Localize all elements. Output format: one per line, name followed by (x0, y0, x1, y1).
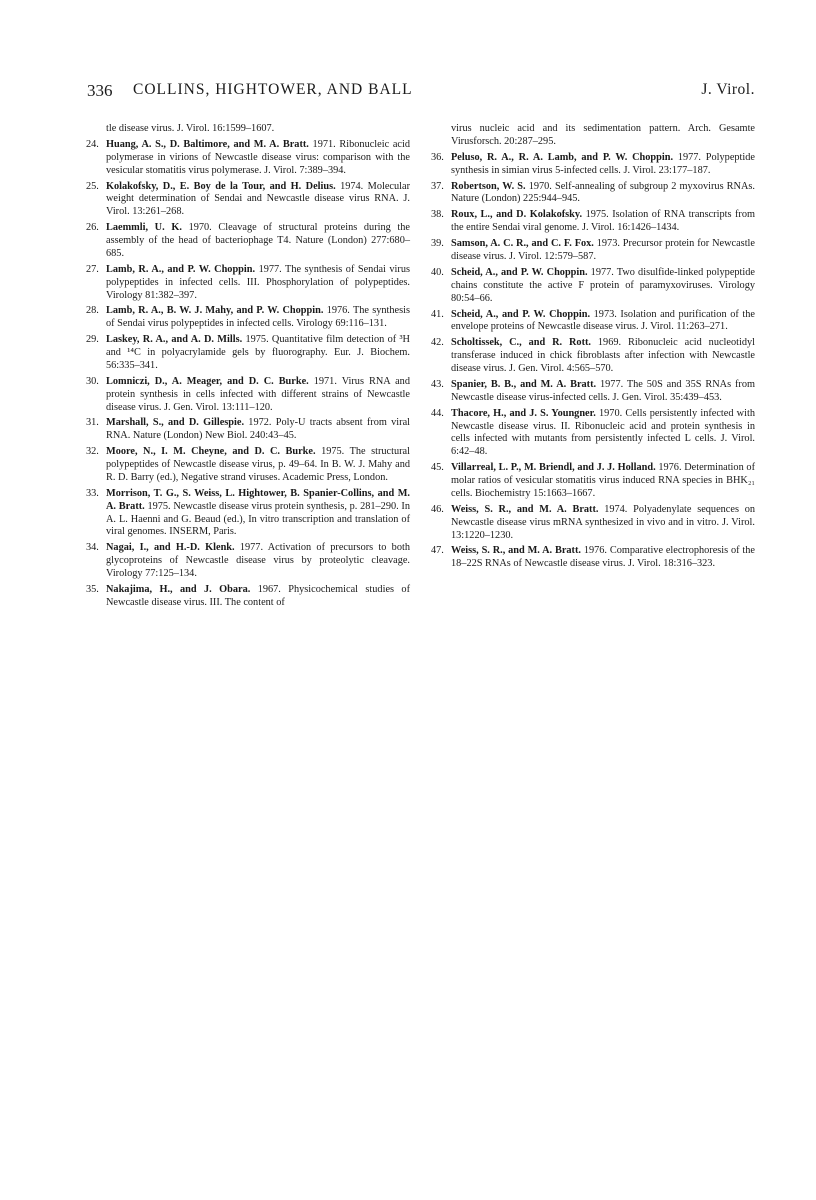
reference-item (433, 408, 755, 459)
reference-citation: 1977. Polypeptide synthesis in simian virus 5-infected cells. J. Virol. 23:177–187. (451, 151, 755, 176)
reference-authors: Weiss, S. R., and M. A. Bratt. (451, 503, 599, 515)
reference-number: 29. (86, 334, 99, 346)
reference-authors: Laemmli, U. K. (106, 222, 182, 234)
reference-citation: 1976. The synthesis of Sendai virus polypeptides in infected cells. Virology 69:116–131. (106, 305, 410, 330)
page-header (87, 81, 755, 105)
reference-number: 30. (86, 375, 99, 387)
reference-item (88, 264, 410, 303)
reference-authors: Thacore, H., and J. S. Youngner. (451, 407, 596, 419)
reference-authors: Marshall, S., and D. Gillespie. (106, 417, 245, 429)
reference-citation: 1975. Newcastle disease virus protein synthesis, p. 281–290. In A. L. Haenni and G. Beaud (ed.), In vitro transcription and translation of viral genomes. INSERM, Paris. (106, 500, 410, 538)
reference-citation: 1973. Precursor protein for Newcastle disease virus. J. Virol. 12:579–587. (451, 238, 755, 262)
reference-authors: Peluso, R. A., R. A. Lamb, and P. W. Choppin. (451, 151, 674, 163)
reference-number: 44. (431, 407, 444, 419)
reference-number: 46. (431, 503, 444, 515)
reference-citation: 1970. Cleavage of structural proteins during the assembly of the head of bacteriophage T4. Nature (London) 277:680–685. (106, 222, 411, 259)
reference-authors: Huang, A. S., D. Baltimore, and M. A. Bratt. (106, 138, 309, 150)
reference-authors: Kolakofsky, D., E. Boy de la Tour, and H. Delius. (106, 180, 336, 192)
reference-item (88, 376, 410, 415)
reference-authors: Scholtissek, C., and R. Rott. (451, 337, 592, 349)
reference-number: 47. (431, 545, 444, 557)
reference-citation: 1970. Self-annealing of subgroup 2 myxovirus RNAs. Nature (London) 225:944–945. (451, 180, 756, 205)
reference-authors: Laskey, R. A., and A. D. Mills. (106, 334, 243, 346)
reference-citation: 1972. Poly-U tracts absent from viral RNA. Nature (London) New Biol. 240:43–45. (106, 417, 410, 442)
reference-authors: Nakajima, H., and J. Obara. (106, 583, 251, 595)
reference-item (88, 584, 410, 610)
reference-authors: Spanier, B. B., and M. A. Bratt. (451, 378, 597, 390)
reference-authors: Scheid, A., and P. W. Choppin. (451, 266, 588, 278)
reference-number: 39. (431, 238, 444, 250)
reference-authors: Lomniczi, D., A. Meager, and D. C. Burke. (106, 375, 309, 387)
reference-item (433, 238, 755, 264)
reference-number: 28. (86, 305, 99, 317)
reference-authors: Samson, A. C. R., and C. F. Fox. (451, 238, 594, 250)
reference-number: 31. (86, 417, 99, 429)
reference-citation: 1977. Activation of precursors to both glycoproteins of Newcastle disease virus by proteolytic cleavage. Virology 77:125–134. (106, 542, 410, 580)
reference-number: 26. (86, 222, 99, 234)
reference-number: 40. (431, 266, 444, 278)
reference-authors: Weiss, S. R., and M. A. Bratt. (451, 545, 581, 557)
reference-item (88, 417, 410, 443)
reference-citation: 1969. Ribonucleic acid nucleotidyl transferase induced in chick fibroblasts after infection with Newcastle disease virus. J. Gen. Virol. 4:565–570. (451, 337, 756, 374)
reference-citation: 1974. Polyadenylate sequences on Newcastle disease virus mRNA synthesized in vivo and in vitro. J. Virol. 13:1220–1230. (451, 503, 755, 541)
reference-item (88, 488, 410, 539)
reference-number: 27. (86, 263, 99, 275)
reference-number: 45. (431, 462, 444, 474)
reference-citation: 1974. Molecular weight determination of Sendai and Newcastle disease virus RNA. J. Virol. 13:261–268. (106, 180, 410, 218)
reference-citation: 1975. Quantitative film detection of ³H and ¹⁴C in polyacrylamide gels by fluorography. Eur. J. Biochem. 56:335–341. (106, 334, 410, 371)
reference-number: 42. (431, 337, 444, 349)
reference-number: 35. (86, 583, 99, 595)
reference-item (433, 181, 755, 207)
reference-number: 43. (431, 378, 444, 390)
reference-citation: 1977. The synthesis of Sendai virus polypeptides in infected cells. III. Phosphorylation of polypeptides. Virology 81:382–397. (106, 263, 410, 301)
reference-citation: 1976. Determination of molar ratios of vesicular stomatitis virus induced RNA species in BHK₂₁ cells. Biochemistry 15:1663–1667. (451, 462, 755, 499)
reference-authors: Scheid, A., and P. W. Choppin. (451, 308, 591, 320)
reference-number: 41. (431, 308, 444, 320)
reference-authors: Roux, L., and D. Kolakofsky. (451, 209, 583, 221)
reference-authors: Nagai, I., and H.-D. Klenk. (106, 542, 235, 554)
reference-item (88, 334, 410, 373)
reference-citation: 1975. The structural polypeptides of Newcastle disease virus, p. 49–64. In B. W. J. Mahy and R. D. Barry (ed.), Negative strand viruses. Academic Press, London. (106, 446, 410, 483)
reference-item (433, 337, 755, 376)
reference-item (433, 309, 755, 335)
reference-citation: 1975. Isolation of RNA transcripts from the entire Sendai viral genome. J. Virol. 16:1426–1434. (451, 209, 755, 234)
reference-citation: 1967. Physicochemical studies of Newcastle disease virus. III. The content of (106, 583, 410, 608)
reference-authors: Lamb, R. A., B. W. J. Mahy, and P. W. Choppin. (106, 305, 324, 317)
reference-continuation: virus nucleic acid and its sedimentation pattern. Arch. Gesamte Virusforsch. 20:287–295. (451, 123, 755, 147)
reference-item (88, 446, 410, 485)
reference-number: 32. (86, 446, 99, 458)
reference-number: 25. (86, 180, 99, 192)
reference-item (433, 504, 755, 543)
reference-citation: 1971. Virus RNA and protein synthesis in cells infected with different strains of Newcastle disease virus. J. Gen. Virol. 13:111–120. (106, 375, 410, 413)
reference-item (88, 181, 410, 220)
reference-item (433, 379, 755, 405)
reference-citation: 1973. Isolation and purification of the envelope proteins of Newcastle disease virus. J. Virol. 11:263–271. (451, 308, 755, 333)
reference-number: 24. (86, 138, 99, 150)
reference-citation: 1970. Cells persistently infected with Newcastle disease virus. II. Ribonucleic acid and protein synthesis in cells infected with mutants from persistently infected L cells. J. Virol. 6:42–48. (451, 407, 755, 458)
reference-citation: 1977. The 50S and 35S RNAs from Newcastle disease virus-infected cells. J. Gen. Virol. 35:439–453. (451, 378, 756, 403)
reference-item (88, 139, 410, 178)
reference-column-right (433, 123, 755, 574)
reference-citation: 1977. Two disulfide-linked polypeptide chains constitute the active F protein of paramyxoviruses. Virology 80:54–66. (451, 266, 755, 304)
reference-citation: 1976. Comparative electrophoresis of the 18–22S RNAs of Newcastle disease virus. J. Virol. 18:316–323. (451, 545, 756, 570)
reference-authors: Moore, N., I. M. Cheyne, and D. C. Burke. (106, 446, 316, 458)
reference-number: 36. (431, 151, 444, 163)
running-head-authors: COLLINS, HIGHTOWER, AND BALL (133, 81, 413, 98)
reference-item (88, 305, 410, 331)
reference-number: 37. (431, 180, 444, 192)
reference-item (433, 267, 755, 306)
reference-authors: Lamb, R. A., and P. W. Choppin. (106, 263, 256, 275)
running-head-journal: J. Virol. (701, 81, 755, 98)
reference-column-left (88, 123, 410, 613)
reference-item (433, 152, 755, 178)
reference-item (433, 209, 755, 235)
reference-item (433, 545, 755, 571)
reference-authors: Morrison, T. G., S. Weiss, L. Hightower, B. Spanier-Collins, and M. A. Bratt. (106, 487, 410, 512)
reference-item (433, 462, 755, 501)
reference-authors: Robertson, W. S. (451, 180, 526, 192)
reference-citation: 1971. Ribonucleic acid polymerase in virions of Newcastle disease virus: comparison with the vesicular stomatitis virus polymerase. J. Virol. 7:389–394. (106, 138, 410, 176)
reference-item (88, 222, 410, 261)
reference-item (88, 542, 410, 581)
reference-authors: Villarreal, L. P., M. Briendl, and J. J. Holland. (451, 462, 656, 474)
reference-number: 34. (86, 542, 99, 554)
page-number: 336 (87, 81, 113, 100)
reference-number: 33. (86, 487, 99, 499)
reference-number: 38. (431, 209, 444, 221)
reference-continuation: tle disease virus. J. Virol. 16:1599–1607. (106, 123, 275, 134)
